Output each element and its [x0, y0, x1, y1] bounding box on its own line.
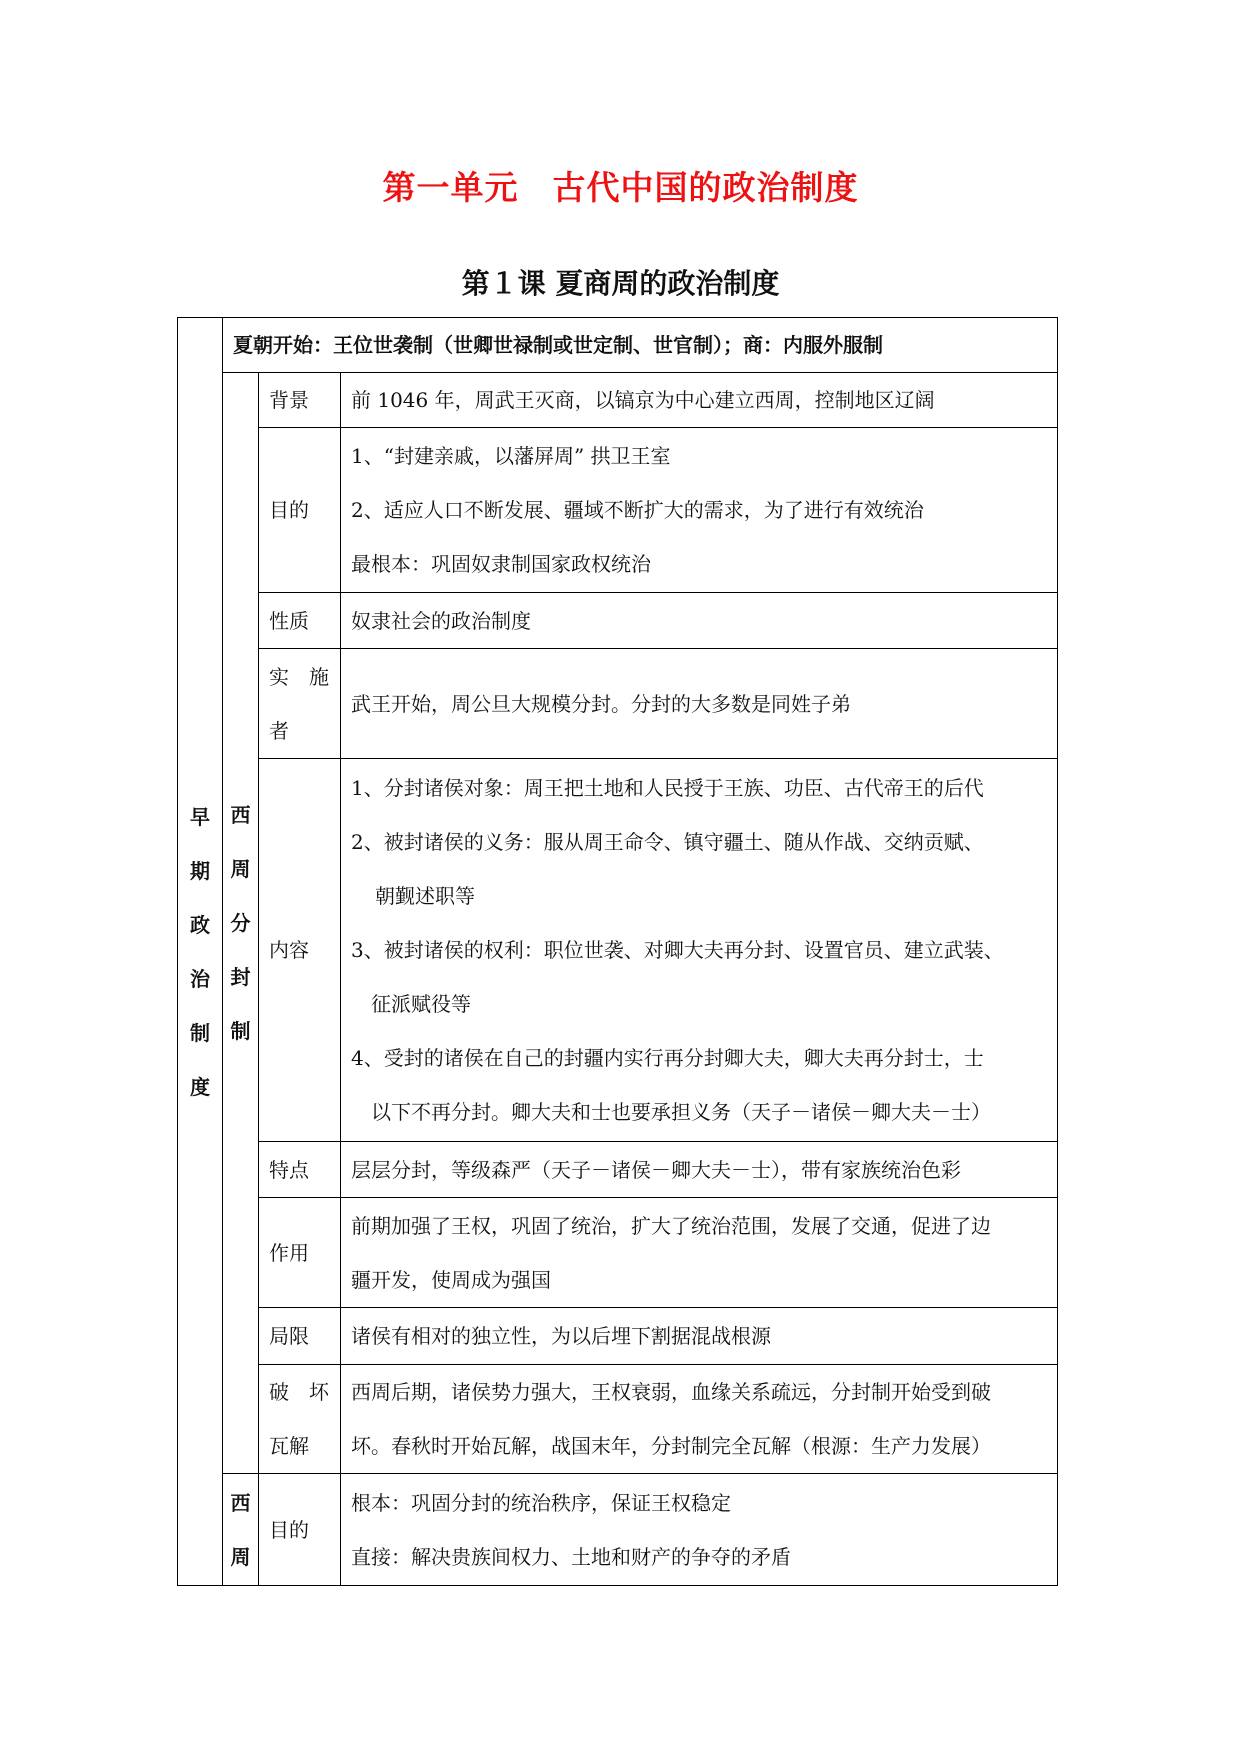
content-line: 征派赋役等: [371, 992, 471, 1016]
label-line: 瓦解: [269, 1434, 309, 1458]
row-label: 局限: [259, 1308, 341, 1365]
section-label-char: 制: [230, 1019, 251, 1043]
table-row: [178, 428, 1058, 593]
content-line: 3、被封诸侯的权利：职位世袭、对卿大夫再分封、设置官员、建立武装、: [351, 938, 1004, 962]
row-content: [341, 759, 1058, 1142]
row-content: 前 1046 年，周武王灭商，以镐京为中心建立西周，控制地区辽阔: [341, 373, 1058, 428]
row-content: [341, 1365, 1058, 1474]
section-label-char: 封: [230, 965, 251, 989]
content-line: 直接：解决贵族间权力、土地和财产的争夺的矛盾: [351, 1544, 791, 1569]
label-line: 实 施: [269, 664, 329, 689]
section2-label-cell: [223, 1474, 259, 1586]
section2-label-char: 西: [230, 1490, 251, 1515]
table-row: [178, 1142, 1058, 1198]
table-row: [178, 649, 1058, 759]
table-row: [178, 1365, 1058, 1474]
section-label-cell: [223, 373, 259, 1474]
section-label-char: 周: [230, 857, 251, 881]
label-line: 者: [269, 718, 289, 743]
outer-label-char: 期: [190, 858, 210, 883]
row-label: 目的: [259, 1474, 341, 1586]
content-line: 西周后期，诸侯势力强大，王权衰弱，血缘关系疏远，分封制开始受到破: [351, 1380, 991, 1404]
content-line: 最根本：巩固奴隶制国家政权统治: [351, 552, 651, 576]
section2-label-char: 周: [230, 1544, 251, 1569]
outer-label-cell: [178, 318, 223, 1586]
outer-label-char: 度: [190, 1074, 210, 1099]
table-row: [178, 1308, 1058, 1365]
content-line: 2、被封诸侯的义务：服从周王命令、镇守疆土、随从作战、交纳贡赋、: [351, 830, 984, 854]
content-line: 2、适应人口不断发展、疆域不断扩大的需求，为了进行有效统治: [351, 498, 924, 522]
outer-label-char: 政: [190, 912, 210, 937]
row-label: 内容: [259, 759, 341, 1142]
label-line: 破 坏: [269, 1380, 329, 1404]
content-line: 疆开发，使周成为强国: [351, 1267, 551, 1292]
row-content: [341, 428, 1058, 593]
table-row: [178, 1474, 1058, 1586]
unit-title: 第一单元 古代中国的政治制度: [382, 168, 859, 207]
row-label: 作用: [259, 1198, 341, 1308]
row-content: 武王开始，周公旦大规模分封。分封的大多数是同姓子弟: [341, 649, 1058, 759]
content-line: 前期加强了王权，巩固了统治，扩大了统治范围，发展了交通，促进了边: [351, 1213, 991, 1238]
row-label: [259, 649, 341, 759]
row-label: 目的: [259, 428, 341, 593]
outer-label-char: 治: [190, 966, 210, 991]
content-table: [177, 317, 1058, 1586]
row-label: [259, 1365, 341, 1474]
table-row: [178, 593, 1058, 649]
content-line: 4、受封的诸侯在自己的封疆内实行再分封卿大夫，卿大夫再分封士，士: [351, 1046, 984, 1070]
header-row: 夏朝开始：王位世袭制（世卿世禄制或世定制、世官制）；商：内服外服制: [223, 318, 1058, 373]
section-label-char: 西: [230, 803, 251, 827]
outer-label-char: 早: [190, 804, 210, 829]
content-line: 1、分封诸侯对象：周王把土地和人民授于王族、功臣、古代帝王的后代: [351, 776, 984, 800]
row-label: 性质: [259, 593, 341, 649]
outer-label-char: 制: [190, 1020, 210, 1045]
content-line: 以下不再分封。卿大夫和士也要承担义务（天子－诸侯－卿大夫－士）: [371, 1100, 991, 1124]
row-content: 奴隶社会的政治制度: [341, 593, 1058, 649]
section-label-char: 分: [230, 911, 251, 935]
content-line: 朝觐述职等: [375, 884, 475, 908]
content-line: 根本：巩固分封的统治秩序，保证王权稳定: [351, 1490, 731, 1515]
table-row: [178, 373, 1058, 428]
row-label: 背景: [259, 373, 341, 428]
row-content: [341, 1474, 1058, 1586]
row-label: 特点: [259, 1142, 341, 1198]
row-content: [341, 1198, 1058, 1308]
content-line: 1、“封建亲戚，以藩屏周” 拱卫王室: [351, 444, 671, 468]
row-content: 诸侯有相对的独立性，为以后埋下割据混战根源: [341, 1308, 1058, 1365]
content-line: 坏。春秋时开始瓦解，战国末年，分封制完全瓦解（根源：生产力发展）: [351, 1434, 991, 1458]
table-row: [178, 759, 1058, 1142]
table-row: [178, 1198, 1058, 1308]
row-content: 层层分封，等级森严（天子－诸侯－卿大夫－士），带有家族统治色彩: [341, 1142, 1058, 1198]
lesson-title: 第１课 夏商周的政治制度: [461, 267, 780, 300]
